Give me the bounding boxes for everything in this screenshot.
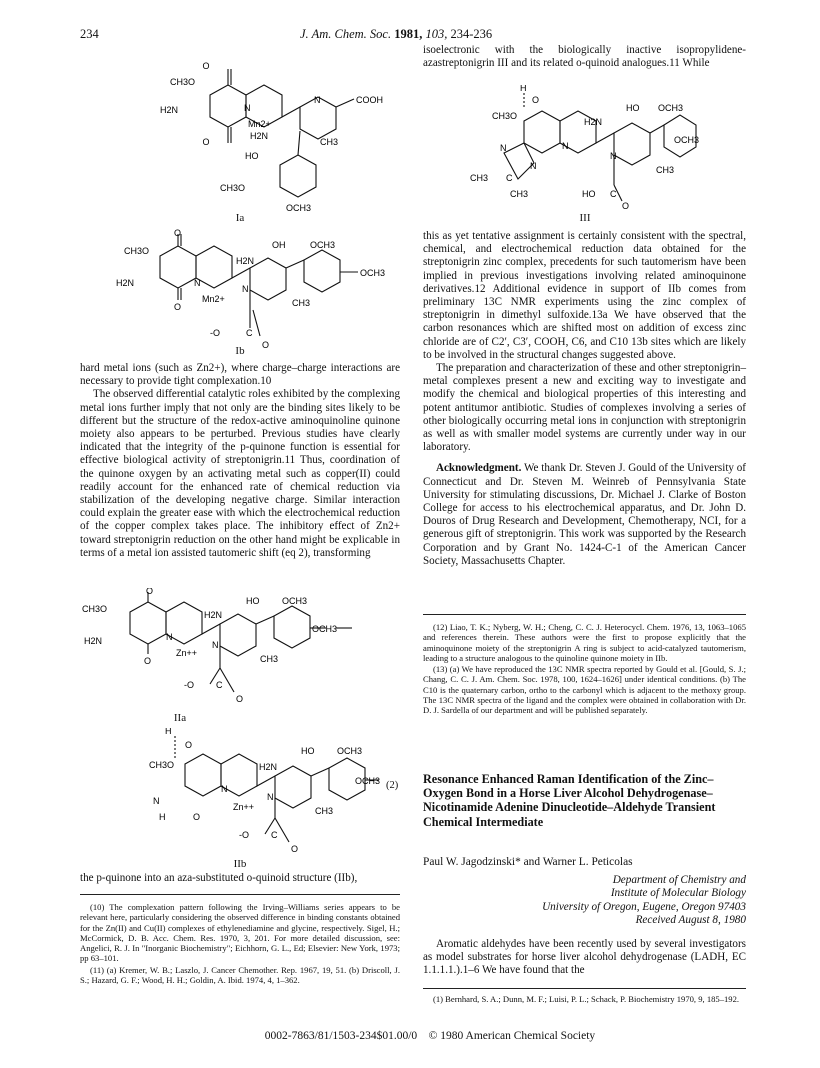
structure-III (470, 85, 710, 210)
atom-label: H2N (84, 636, 103, 646)
atom-label: OCH3 (312, 624, 338, 634)
atom-label: -O (210, 328, 220, 338)
atom-label: HO (626, 103, 640, 113)
footnote-12: (12) Liao, T. K.; Nyberg, W. H.; Cheng, C. C. J. Heterocycl. Chem. 1976, 13, 1063–1065 and references therein. These authors were the first to propose explicitly that the aminoquinone moiety of the streptonigrin A ring is subject to acid-catalyzed tautomerism, leading to a structure analogous to the quinoline quinone moiety in IIb. (423, 622, 746, 663)
article-footnotes (423, 994, 746, 1005)
structure-Ia (140, 55, 400, 230)
atom-label: -O (184, 680, 194, 690)
acknowledgment (423, 462, 746, 568)
atom-label: H2N (116, 278, 135, 288)
left-column-body (80, 362, 400, 560)
atom-label: O (193, 812, 201, 822)
atom-label: C (271, 830, 278, 840)
structure-IIb (145, 728, 405, 858)
atom-label: O (202, 61, 210, 71)
atom-label: O (291, 844, 299, 854)
atom-label: CH3 (656, 165, 675, 175)
journal-year: 1981, (394, 27, 423, 41)
structure-label-IIb: IIb (233, 858, 247, 870)
left-footnotes (80, 902, 400, 986)
atom-label: CH3O (82, 604, 108, 614)
atom-label: H (520, 85, 527, 93)
structure-label-Ia: Ia (235, 212, 245, 224)
atom-label: C (246, 328, 253, 338)
acknowledgment-text: We thank Dr. Steven J. Gould of the University of Connecticut and Dr. Steven M. Weinreb of Pennsylvania State University for stimulating discussions, Dr. Michael J. Clarke of Boston College for access to his electrochemical apparatus, and Dr. John D. Douros of Drug Research and Development, Chemotherapy, NCI, for a generous gift of streptonigrin. This work was supported by the Research Corporation and by Grant No. 1424-C-1 of the American Cancer Society, Massachusetts Chapter. (423, 462, 746, 567)
structure-Ib (110, 228, 400, 353)
atom-label: H2N (160, 105, 179, 115)
atom-label: HO (301, 746, 315, 756)
atom-label: O (532, 95, 540, 105)
atom-label: CH3 (260, 654, 279, 664)
atom-label: O (236, 694, 244, 704)
received-date: Received August 8, 1980 (635, 914, 746, 927)
atom-label: CH3 (320, 137, 339, 147)
atom-label: C (610, 189, 617, 199)
article-authors: Paul W. Jagodzinski* and Warner L. Peticolas (423, 856, 633, 868)
footnote-11: (11) (a) Kremer, W. B.; Laszlo, J. Cancer Chemother. Rep. 1967, 19, 51. (b) Driscoll, J. S.; Hazard, G. F.; Wood, H. H.; Goldin, A. Ibid. 1974, 4, 1–362. (80, 964, 400, 986)
atom-label: CH3O (220, 183, 246, 193)
atom-label: O (146, 588, 154, 596)
footnote-13: (13) (a) We have reproduced the 13C NMR spectra reported by Gould et al. [Gould, S. J.; Chang, C. C. J. Am. Chem. Soc. 1978, 100, 1624–1626] under identical conditions. (b) The C10 is the quaternary carbon, ortho to the carbonyl which is adjacent to the methoxy group. The 13C NMR spectra of the ligand and the complex were obtained in collaboration with Dr. D. J. Sardella of our department and will be published separately. (423, 664, 746, 716)
page-number: 234 (80, 27, 99, 41)
footnote-divider (423, 988, 746, 989)
atom-label: N (610, 151, 617, 161)
atom-label: OCH3 (310, 240, 336, 250)
structure-label-IIa: IIa (173, 712, 187, 724)
atom-label: N (267, 792, 274, 802)
paragraph: hard metal ions (such as Zn2+), where charge–charge interactions are necessary to provide tight complexation.10 (80, 362, 400, 388)
atom-label: H2N (236, 256, 255, 266)
atom-label: COOH (356, 95, 383, 105)
atom-label: N (194, 278, 201, 288)
article-body (423, 938, 746, 978)
atom-label: -O (239, 830, 249, 840)
atom-label: H (165, 728, 172, 736)
atom-label: OCH3 (286, 203, 312, 213)
atom-label: Mn2+ (202, 294, 225, 304)
acknowledgment-label: Acknowledgment. (436, 462, 522, 475)
right-column-body (423, 230, 746, 568)
structure-label-Ib: Ib (235, 345, 245, 357)
atom-label: OCH3 (360, 268, 386, 278)
atom-label: O (174, 302, 182, 312)
footer-copyright: © 1980 American Chemical Society (428, 1030, 596, 1042)
atom-label: N (221, 784, 228, 794)
paragraph: The observed differential catalytic roles exhibited by the complexing metal ions further imply that not only are the binding sites likely to be different but the structure of the redox-active aminoquinoline quinone moiety also appears to be perturbed. Previous studies have clearly indicated that the integrity of the p-quinone function is essential for effective biological activity of streptonigrin.11 Thus, coordination of the quinone oxygen by an activating metal such as copper(II) could readily account for the enhanced rate of chemical reduction via stabilization of the developing negative charge. Similar interaction could explain the greater ease with which the electrochemical reduction of the copper complex takes place. The inhibitory effect of Zn2+ toward streptonigrin reduction on the other hand might be explicable in terms of a metal ion assisted tautomeric shift (eq 2), transforming (80, 388, 400, 559)
atom-label: OCH3 (282, 596, 308, 606)
affiliation-line: University of Oregon, Eugene, Oregon 97403 (542, 900, 746, 913)
journal-volume: 103, (425, 27, 448, 41)
footer-code: 0002-7863/81/1503-234$01.00/0 (264, 1030, 418, 1042)
paragraph: this as yet tentative assignment is certainly consistent with the spectral, chemical, and electrochemical reduction data obtained for the streptonigrin zinc complex, precedents for such tautomerism have been implied in previous investigations involving related aminoquinone derivatives.12 Additional evidence in support of IIb comes from preliminary 13C NMR experiments using the zinc complex of streptonigrin in dimethyl sulfoxide.13a We have observed that the carbon resonances which are shifted most on addition of excess zinc chloride are of C2′, C3′, COOH, C6, and C10 13b sites which are likely to be involved in the structural changes suggested above. (423, 230, 746, 361)
footnote-1: (1) Bernhard, S. A.; Dunn, M. F.; Luisi, P. L.; Schack, P. Biochemistry 1970, 9, 185–192. (433, 994, 740, 1004)
atom-label: N (244, 103, 251, 113)
atom-label: H (159, 812, 166, 822)
atom-label: CH3O (149, 760, 175, 770)
atom-label: C (506, 173, 513, 183)
journal-pages: 234-236 (450, 27, 493, 41)
atom-label: H2N (259, 762, 278, 772)
footnote-divider (80, 894, 400, 895)
atom-label: H2N (250, 131, 269, 141)
left-column-continuation (80, 872, 400, 885)
footnote-10: (10) The complexation pattern following the Irving–Williams series appears to be relevant here, particularly considering the observed difference in binding constants obtained for the Zn(II) and Cu(II) complexes of ethylenediamine and glycine, respectively. Sigel, H.; McCormick, D. B. Acc. Chem. Res. 1970, 3, 201. For more detailed discussion, see: Angelici, R. J. In "Inorganic Biochemistry"; Eichhorn, G. L., Ed; Elsevier: New York, 1973; pp 63–101. (80, 902, 400, 964)
atom-label: OCH3 (355, 776, 381, 786)
atom-label: N (500, 143, 507, 153)
atom-label: CH3O (124, 246, 150, 256)
atom-label: N (242, 284, 249, 294)
atom-label: CH3 (292, 298, 311, 308)
structure-IIa (80, 588, 360, 708)
article-title: Resonance Enhanced Raman Identification of the Zinc–Oxygen Bond in a Horse Liver Alcohol Dehydrogenase–Nicotinamide Adenine Dinucleotide–Aldehyde Transient Chemical Intermediate (423, 772, 716, 829)
atom-label: OCH3 (674, 135, 700, 145)
atom-label: O (174, 228, 182, 238)
atom-label: N (530, 161, 537, 171)
atom-label: OCH3 (658, 103, 684, 113)
atom-label: N (212, 640, 219, 650)
atom-label: O (622, 201, 630, 210)
paragraph: The preparation and characterization of these and other streptonigrin–metal complexes present a new and exciting way to investigate and modify the chemical and biological properties of this interesting and potent antitumor antibiotic. Studies of complexes involving a series of other biologically occurring metal ions in conjunction with streptonigrin as well as with smaller model systems are currently under way in our laboratory. (423, 362, 746, 454)
atom-label: O (202, 137, 210, 147)
atom-label: H2N (584, 117, 603, 127)
atom-label: CH3O (170, 77, 196, 87)
structure-label-III: III (579, 212, 591, 224)
atom-label: Mn2+ (248, 119, 271, 129)
atom-label: O (262, 340, 270, 350)
atom-label: N (562, 141, 569, 151)
atom-label: CH3 (470, 173, 489, 183)
atom-label: N (153, 796, 160, 806)
atom-label: N (314, 95, 321, 105)
atom-label: OH (272, 240, 286, 250)
page-footer (230, 1030, 630, 1042)
atom-label: H2N (204, 610, 223, 620)
atom-label: N (166, 632, 173, 642)
paragraph: the p-quinone into an aza-substituted o-quinoid structure (IIb), (80, 872, 358, 884)
atom-label: C (216, 680, 223, 690)
affiliation-line: Institute of Molecular Biology (610, 887, 746, 900)
atom-label: HO (582, 189, 596, 199)
paragraph: Aromatic aldehydes have been recently used by several investigators as model substrates for horse liver alcohol dehydrogenase (LADH, EC 1.1.1.1.).1–6 We have found that the (423, 938, 746, 977)
atom-label: O (185, 740, 193, 750)
atom-label: CH3 (315, 806, 334, 816)
atom-label: Zn++ (233, 802, 255, 812)
paragraph: isoelectronic with the biologically inactive isopropylidene-azastreptonigrin III and its related o-quinoid analogues.11 While (423, 44, 746, 70)
journal-name: J. Am. Chem. Soc. (300, 27, 392, 41)
affiliation (423, 874, 746, 928)
atom-label: O (144, 656, 152, 666)
atom-label: CH3 (510, 189, 529, 199)
atom-label: HO (246, 596, 260, 606)
atom-label: Zn++ (176, 648, 198, 658)
right-column-top (423, 44, 746, 70)
equation-number: (2) (386, 780, 399, 791)
affiliation-line: Department of Chemistry and (612, 874, 746, 886)
right-footnotes (423, 622, 746, 717)
running-header (300, 27, 492, 42)
atom-label: HO (245, 151, 259, 161)
atom-label: CH3O (492, 111, 518, 121)
footnote-divider (423, 614, 746, 615)
atom-label: OCH3 (337, 746, 363, 756)
